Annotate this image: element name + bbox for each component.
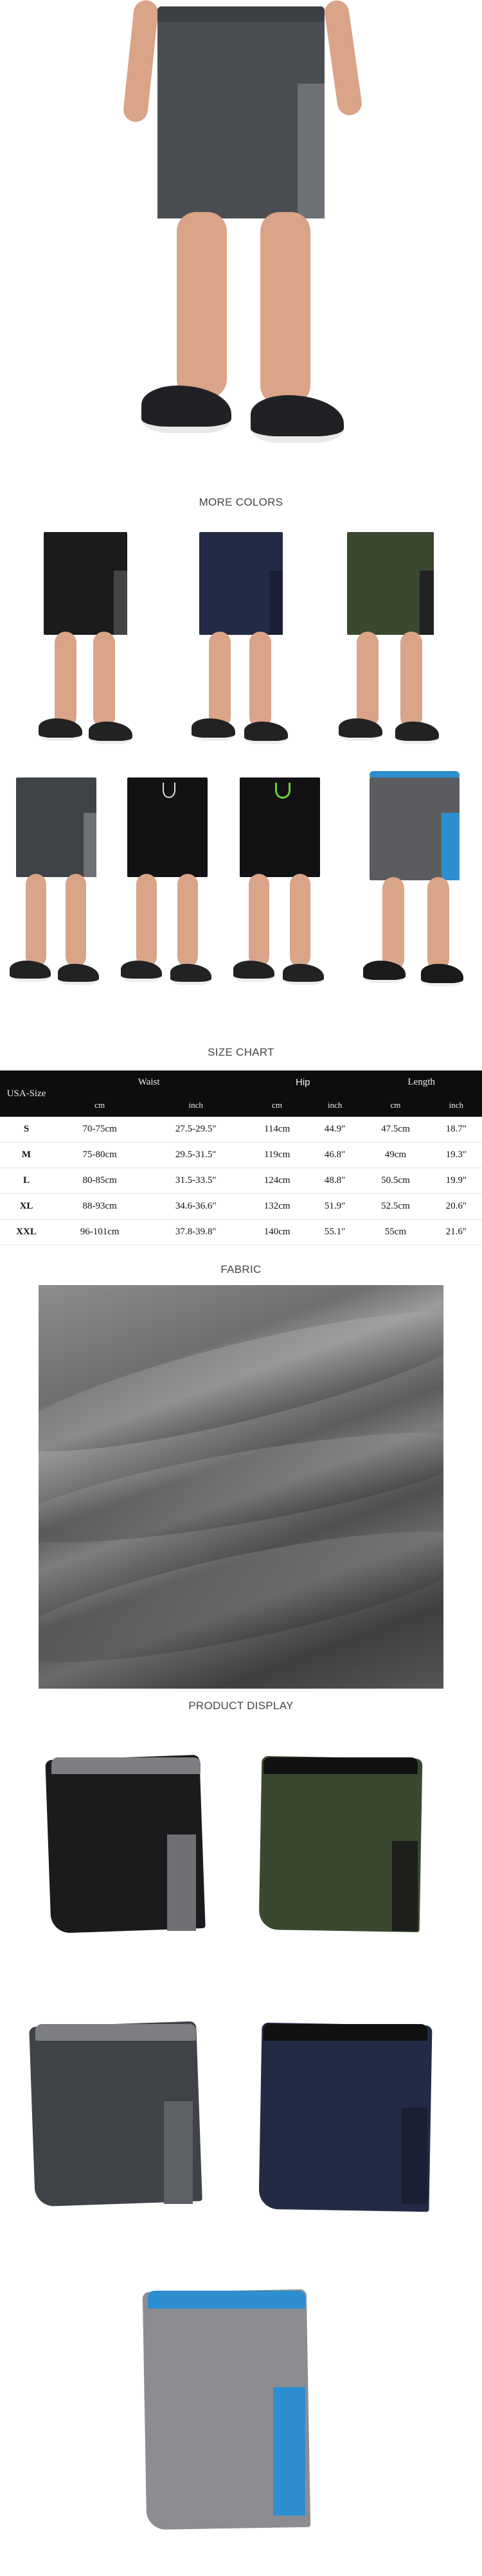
- color-variant-grey-blue[interactable]: [347, 768, 476, 999]
- product-grey-blue-shorts[interactable]: [145, 2291, 308, 2541]
- waist-header: Waist: [53, 1070, 245, 1094]
- color-variant-charcoal[interactable]: [6, 768, 109, 999]
- size-chart-table: [0, 1070, 482, 1245]
- model-right-leg: [260, 212, 310, 405]
- unit-cm: cm: [53, 1094, 147, 1117]
- product-display-title: PRODUCT DISPLAY: [188, 1700, 294, 1712]
- color-variant-black-drawstring[interactable]: [116, 768, 219, 999]
- product-black-shorts[interactable]: [48, 1757, 202, 1944]
- size-chart-units-row: [0, 1094, 482, 1117]
- unit-cm: cm: [245, 1094, 309, 1117]
- more-colors-title: MORE COLORS: [199, 496, 283, 508]
- unit-inch: inch: [431, 1094, 482, 1117]
- unit-cm: cm: [361, 1094, 430, 1117]
- fabric-title: FABRIC: [220, 1263, 262, 1275]
- product-navy-shorts[interactable]: [260, 2024, 431, 2223]
- product-charcoal-shorts[interactable]: [32, 2024, 199, 2217]
- color-variant-navy[interactable]: [180, 526, 302, 757]
- unit-inch: inch: [147, 1094, 245, 1117]
- color-variant-olive[interactable]: [331, 526, 453, 757]
- hero-shorts: [157, 6, 325, 218]
- size-row: XL 88-93cm 34.6-36.6″ 132cm 51.9″ 52.5cm 20.6″: [0, 1194, 482, 1220]
- product-olive-shorts[interactable]: [260, 1757, 421, 1944]
- size-row: S 70-75cm 27.5-29.5″ 114cm 44.9″ 47.5cm 18.7″: [0, 1117, 482, 1142]
- model-right-arm: [323, 0, 364, 117]
- length-header: Length: [361, 1070, 482, 1094]
- model-left-leg: [177, 212, 227, 398]
- size-col-header: USA-Size: [0, 1070, 53, 1117]
- size-row: XXL 96-101cm 37.8-39.8″ 140cm 55.1″ 55cm 21.6″: [0, 1220, 482, 1245]
- size-chart-header-row: [0, 1070, 482, 1094]
- unit-inch: inch: [309, 1094, 361, 1117]
- color-variant-black-green-drawstring[interactable]: [228, 768, 331, 999]
- size-chart-title: SIZE CHART: [208, 1046, 274, 1058]
- size-row: L 80-85cm 31.5-33.5″ 124cm 48.8″ 50.5cm 19.9″: [0, 1168, 482, 1194]
- size-row: M 75-80cm 29.5-31.5″ 119cm 46.8″ 49cm 19.3″: [0, 1142, 482, 1168]
- fabric-closeup-image: [39, 1285, 443, 1689]
- model-left-arm: [122, 0, 159, 123]
- hip-header: Hip: [245, 1070, 361, 1094]
- hero-model-image: [122, 0, 366, 475]
- color-variant-black[interactable]: [32, 526, 141, 757]
- model-right-shoe: [251, 395, 344, 443]
